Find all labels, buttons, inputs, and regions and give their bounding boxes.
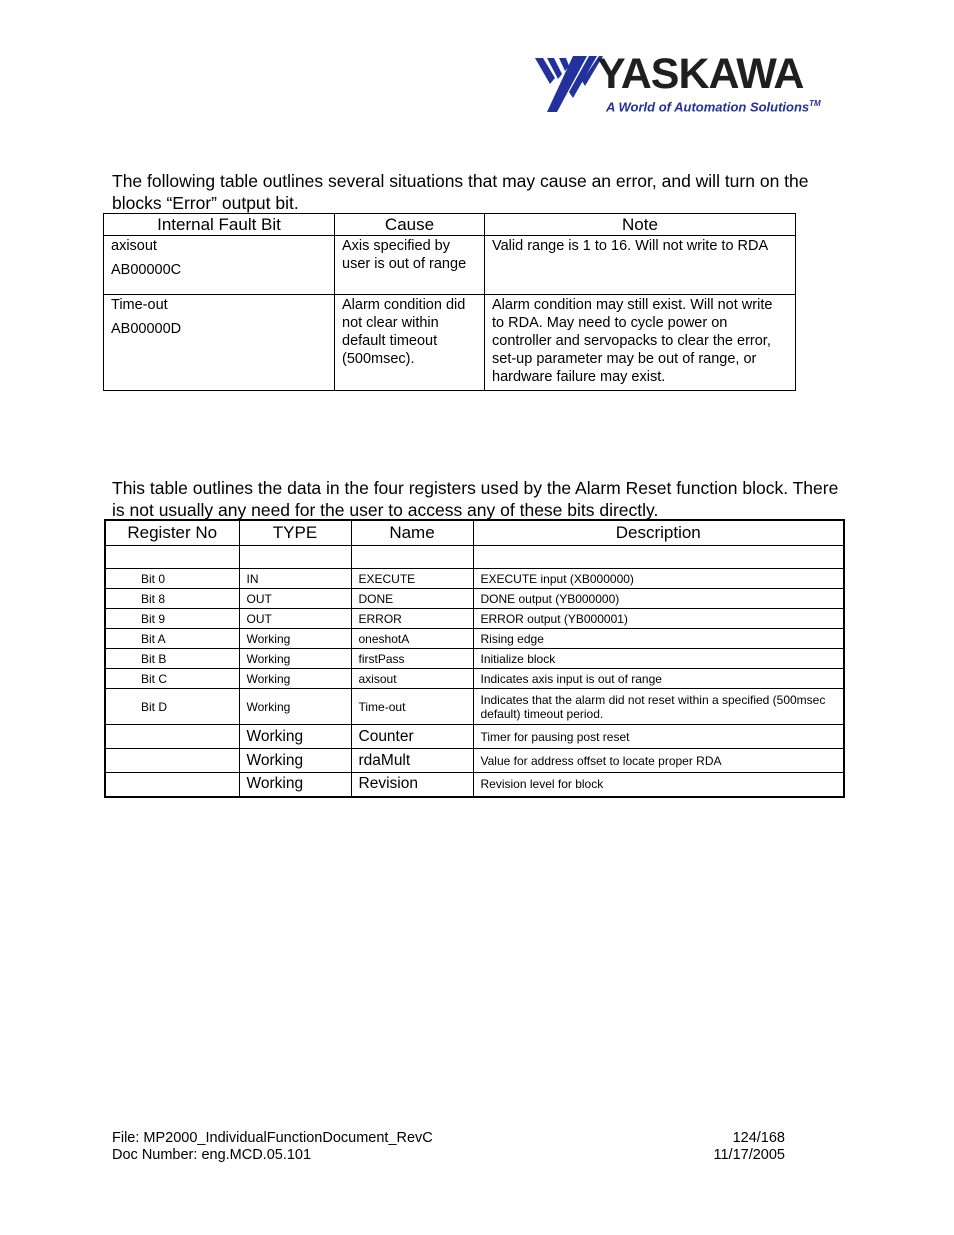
- register-type: [239, 546, 351, 569]
- table-row: [105, 649, 844, 669]
- register-no: [105, 546, 239, 569]
- table-row: [105, 569, 844, 589]
- fault-bit-cell: [104, 295, 335, 391]
- register-type: Working: [239, 725, 351, 749]
- header-name: Name: [351, 520, 473, 546]
- header-type: TYPE: [239, 520, 351, 546]
- intro-paragraph-faults: The following table outlines several situations that may cause an error, and will turn on the blocks “Error” output bit.: [112, 171, 809, 213]
- register-type: Working: [239, 629, 351, 649]
- register-type: Working: [239, 649, 351, 669]
- register-no: [105, 773, 239, 797]
- register-no: Bit 9: [105, 609, 239, 629]
- register-description: Indicates that the alarm did not reset within a specified (500msec default) timeout period.: [473, 689, 844, 725]
- register-description: Timer for pausing post reset: [473, 725, 844, 749]
- table-row: [105, 773, 844, 797]
- register-table-header: [105, 520, 844, 546]
- fault-bit-name: Time-out: [111, 297, 168, 313]
- register-no: Bit 8: [105, 589, 239, 609]
- fault-bit-code: AB00000D: [111, 321, 182, 337]
- register-no: [105, 749, 239, 773]
- header-cause: Cause: [335, 214, 485, 236]
- logo-wordmark: YASKAWA: [597, 50, 804, 98]
- footer-file: File: MP2000_IndividualFunctionDocument_RevC: [112, 1130, 433, 1146]
- table-row: [105, 749, 844, 773]
- register-name: firstPass: [351, 649, 473, 669]
- intro-paragraph-registers: This table outlines the data in the four registers used by the Alarm Reset function block. There is not usually any need for the user to access any of these bits directly.: [112, 478, 839, 520]
- register-name: Revision: [351, 773, 473, 797]
- register-description: DONE output (YB000000): [473, 589, 844, 609]
- register-no: Bit 0: [105, 569, 239, 589]
- register-description: EXECUTE input (XB000000): [473, 569, 844, 589]
- fault-bit-code: AB00000C: [111, 262, 182, 278]
- table-row: [104, 295, 796, 391]
- footer-doc-number: Doc Number: eng.MCD.05.101: [112, 1147, 312, 1163]
- register-name: rdaMult: [351, 749, 473, 773]
- register-no: [105, 725, 239, 749]
- header-description: Description: [473, 520, 844, 546]
- fault-bit-name: axisout: [111, 238, 157, 254]
- table-row: [105, 629, 844, 649]
- register-name: ERROR: [351, 609, 473, 629]
- yaskawa-logo: [533, 52, 823, 122]
- register-name: Counter: [351, 725, 473, 749]
- table-row: [105, 589, 844, 609]
- register-no: Bit C: [105, 669, 239, 689]
- register-description: Indicates axis input is out of range: [473, 669, 844, 689]
- table-row: [105, 689, 844, 725]
- table-row: [105, 725, 844, 749]
- register-name: [351, 546, 473, 569]
- register-description: Initialize block: [473, 649, 844, 669]
- register-description: Value for address offset to locate proper RDA: [473, 749, 844, 773]
- table-row: [105, 609, 844, 629]
- register-type: Working: [239, 669, 351, 689]
- table-row: [104, 236, 796, 295]
- header-internal-fault-bit: Internal Fault Bit: [104, 214, 335, 236]
- register-type: IN: [239, 569, 351, 589]
- fault-bit-cell: [104, 236, 335, 295]
- register-description: [473, 546, 844, 569]
- register-type: Working: [239, 749, 351, 773]
- register-no: Bit A: [105, 629, 239, 649]
- fault-table: [103, 213, 796, 391]
- register-name: DONE: [351, 589, 473, 609]
- fault-table-header: [104, 214, 796, 236]
- register-no: Bit D: [105, 689, 239, 725]
- register-table: [104, 519, 845, 798]
- register-no: Bit B: [105, 649, 239, 669]
- register-name: oneshotA: [351, 629, 473, 649]
- register-description: Rising edge: [473, 629, 844, 649]
- header-register-no: Register No: [105, 520, 239, 546]
- footer-page-number: 124/168: [732, 1130, 785, 1146]
- table-row: [105, 546, 844, 569]
- register-description: Revision level for block: [473, 773, 844, 797]
- register-name: axisout: [351, 669, 473, 689]
- logo-tagline: A World of Automation Solutions™: [606, 99, 821, 115]
- register-type: OUT: [239, 589, 351, 609]
- register-description: ERROR output (YB000001): [473, 609, 844, 629]
- register-name: EXECUTE: [351, 569, 473, 589]
- fault-cause: Alarm condition did not clear within default timeout (500msec).: [335, 295, 485, 391]
- footer-date: 11/17/2005: [713, 1147, 785, 1163]
- table-row: [105, 669, 844, 689]
- fault-note: Valid range is 1 to 16. Will not write to RDA: [485, 236, 796, 295]
- fault-note: Alarm condition may still exist. Will not write to RDA. May need to cycle power on controller and servopacks to clear the error, set-up parameter may be out of range, or hardware failure may exist.: [485, 295, 796, 391]
- register-type: Working: [239, 689, 351, 725]
- yaskawa-emblem-icon: [533, 54, 603, 116]
- register-name: Time-out: [351, 689, 473, 725]
- header-note: Note: [485, 214, 796, 236]
- fault-cause: Axis specified by user is out of range: [335, 236, 485, 295]
- register-type: Working: [239, 773, 351, 797]
- register-type: OUT: [239, 609, 351, 629]
